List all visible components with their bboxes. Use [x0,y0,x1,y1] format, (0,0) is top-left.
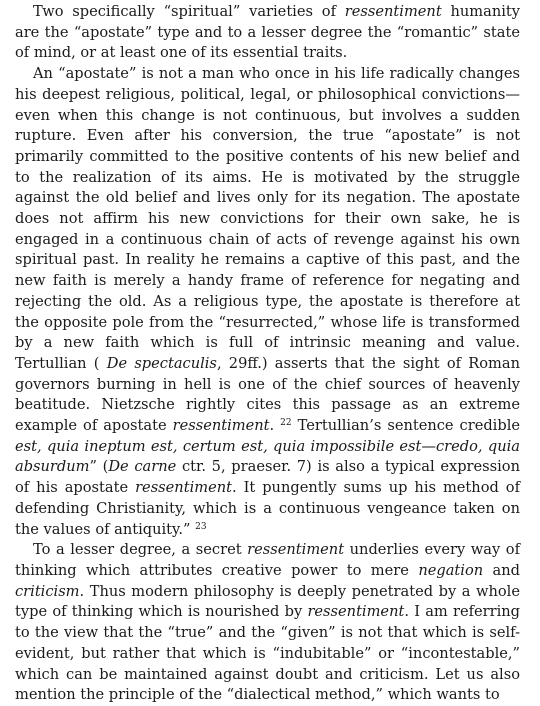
italic-title: De carne [108,458,177,476]
text-segment: . It pungently sums up his method of defending Christianity, which is a continuous vengeance taken on the values of antiquity.” [15,479,520,538]
italic-term: ressentiment [307,603,405,621]
text-segment: Tertullian’s sentence credible [291,417,520,435]
text-segment: . I am referring to the view that the “true” and the “given” is not that which is self-evident, but rather that which is “indubitable” or “incontestable,” which can be maintained against doubt and criticism. Let us also mention the principle of the “dialectical method,” which wants to [15,603,520,704]
document-page [15,2,520,706]
italic-term: ressentiment [247,541,345,559]
italic-term: ressentiment [135,479,232,497]
italic-term: ressentiment [344,3,442,20]
footnote-ref-23: 23 [195,521,207,532]
paragraph-2 [15,64,520,540]
paragraph-1 [15,2,520,64]
text-segment: and [483,561,520,579]
text-segment: . Thus modern philosophy is deeply penetrated by a whole type of thinking which is nourished by [15,582,520,621]
text-segment: An “apostate” is not a man who once in his life radically changes his deepest religious, political, legal, or philosophical convictions—even when this change is not continuous, but involves a sudden rupture. Even after his conversion, the true “apostate” is not primarily committed to the positive contents of his new belief and to the realization of its aims. He is motivated by the struggle against the old belief and lives only for its negation. The apostate does not affirm his new convictions for their own sake, he is engaged in a continuous chain of acts of revenge against his own spiritual past. In reality he remains a captive of this past, and the new faith is merely a handy frame of reference for negating and rejecting the old. As a religious type, the apostate is therefore at the opposite pole from the “resurrected,” whose life is transformed by a new faith which is full of intrinsic meaning and value. Tertullian ( [15,65,520,372]
italic-term: criticism [15,582,80,600]
text-segment: ” ( [89,458,109,476]
italic-term: ressentiment [172,417,270,435]
paragraph-3 [15,540,520,706]
text-segment: To a lesser degree, a secret [33,541,248,559]
text-segment: . [269,417,281,435]
text-segment: , 29ff.) asserts that the sight of Roman governors burning in hell is one of the chief sources of heavenly beatitude. Nietzsche rightly cites this passage as an extreme example of apostate [15,354,520,435]
text-segment: humanity are the “apostate” type and to a lesser degree the “romantic” state of mind, or at least one of its essential traits. [15,3,521,62]
footnote-ref-22: 22 [280,418,292,429]
italic-term: negation [418,561,484,579]
text-segment: Two specifically “spiritual” varieties of [33,3,345,20]
text-segment: ctr. 5, praeser. 7) is also a typical expression of his apostate [15,458,520,497]
italic-latin-quote: est, quia ineptum est, certum est, quia impossibile est—credo, quia absurdum [15,437,520,476]
text-segment: underlies every way of thinking which attributes creative power to mere [15,541,520,579]
italic-title: De spectaculis [106,354,217,372]
